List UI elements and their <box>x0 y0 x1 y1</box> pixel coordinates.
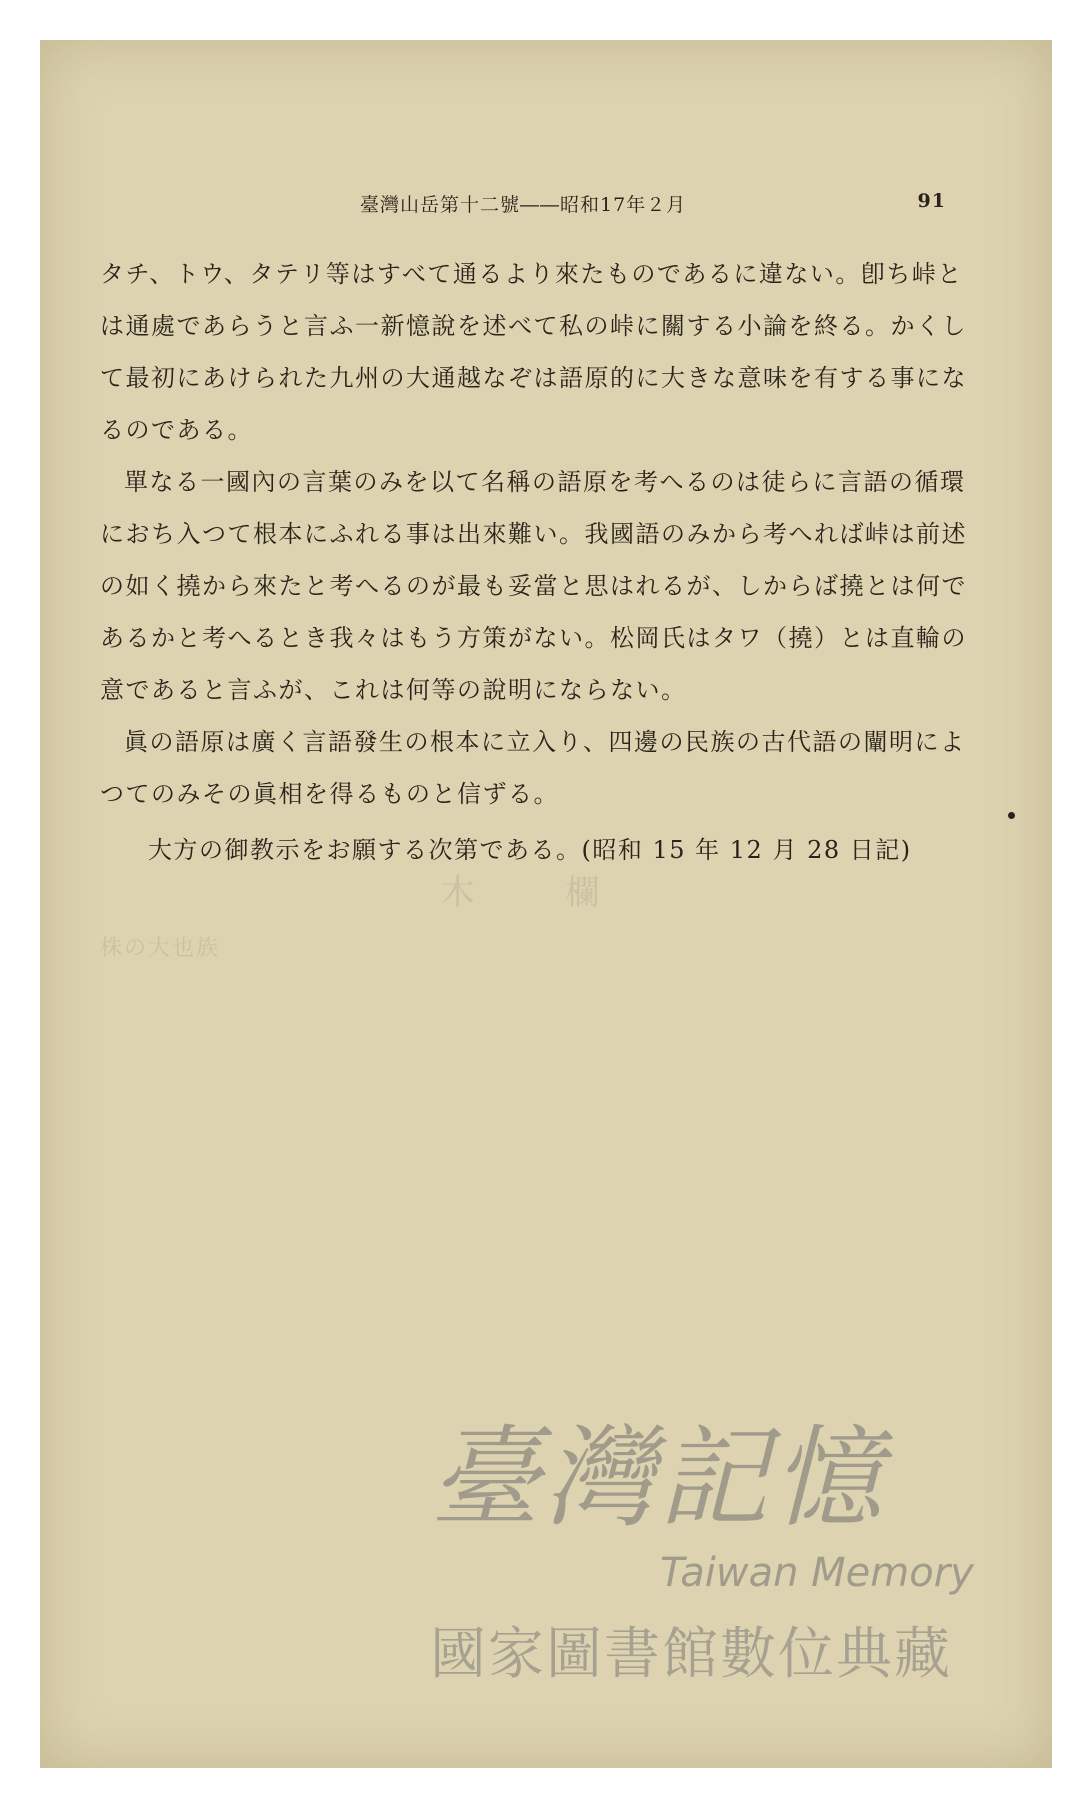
paragraph-2: 單なる一國內の言葉のみを以て名稱の語原を考へるのは徒らに言語の循環におち入つて根本にふれる事は出來難い。我國語のみから考へれば峠は前述の如く撓から來たと考へるのが最も妥當と思はれるが、しからば撓とは何であるかと考へるとき我々はもう方策がない。松岡氏はタワ（撓）とは直輪の意であると言ふが、これは何等の說明にならない。 <box>100 468 967 704</box>
journal-title: 臺灣山岳第十二號――昭和17年２月 <box>360 194 687 216</box>
watermark-chinese-text: 國家圖書館數位典藏 <box>430 1622 952 1687</box>
paragraph-3: 眞の語原は廣く言語發生の根本に立入り、四邊の民族の古代語の闡明によつてのみその眞相を得るものと信ずる。 <box>100 728 966 808</box>
watermark-english-text: Taiwan Memory <box>660 1550 974 1596</box>
article-body <box>100 248 980 876</box>
bleed-subheading: 株の大也族 <box>100 936 221 961</box>
taiwan-memory-watermark <box>430 1390 1030 1720</box>
scanned-page <box>40 40 1052 1768</box>
watermark-brush-text: 臺灣記憶 <box>430 1414 886 1542</box>
paragraph-4-signoff: 大方の御教示をお願する次第である。(昭和 15 年 12 月 28 日記) <box>148 836 912 864</box>
reverse-side-bleed-through <box>100 840 980 972</box>
page-number: 91 <box>917 190 946 212</box>
paragraph-1: タチ、トウ、タテリ等はすべて通るより來たものであるに違ない。卽ち峠とは通處であらうと言ふ一新憶說を述べて私の峠に關する小論を終る。かくして最初にあけられた九州の大通越なぞは語原的に大きな意味を有する事になるのである。 <box>100 260 967 444</box>
bleed-heading: 木 欄 <box>440 873 640 913</box>
ink-dot <box>1008 812 1015 819</box>
